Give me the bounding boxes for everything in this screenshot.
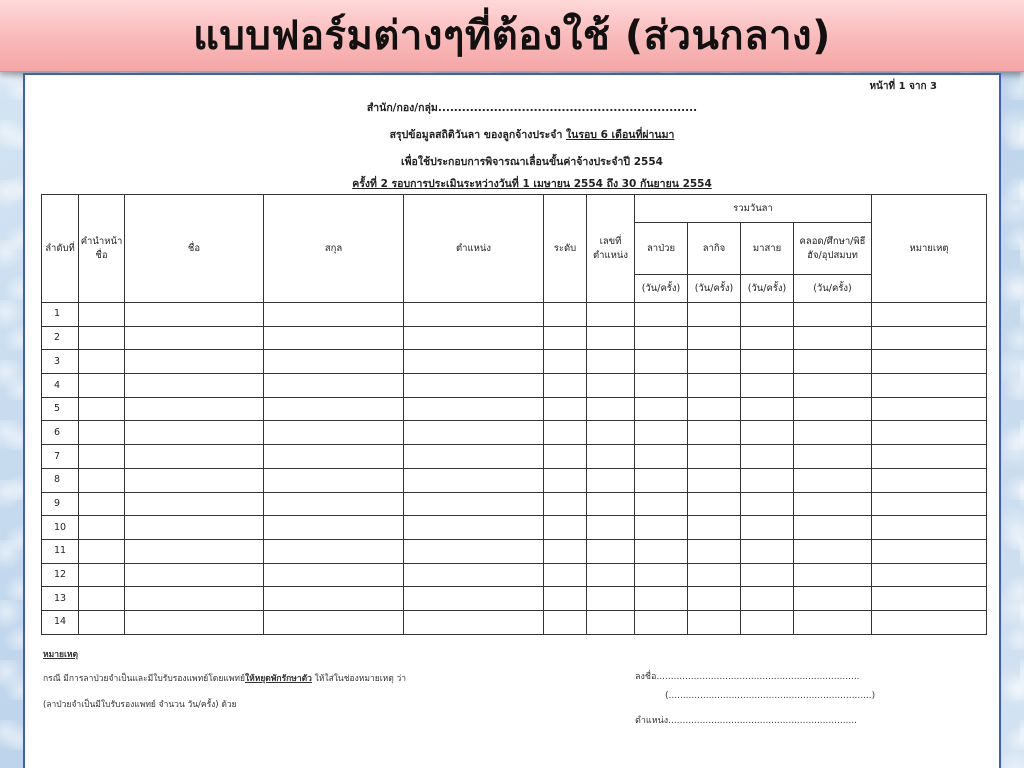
row-number: 10 <box>42 516 79 540</box>
table-cell <box>404 374 544 398</box>
table-cell <box>872 397 987 421</box>
table-cell <box>635 421 688 445</box>
leave-summary-table <box>41 194 987 635</box>
form-document <box>23 73 1001 768</box>
table-row <box>42 350 987 374</box>
org-line: สำนัก/กอง/กลุ่ม................................................................. <box>366 102 698 114</box>
table-cell <box>741 421 794 445</box>
table-cell <box>741 374 794 398</box>
table-cell <box>794 587 872 611</box>
table-row <box>42 563 987 587</box>
table-cell <box>79 350 125 374</box>
table-cell <box>872 445 987 469</box>
signature-block <box>635 669 875 735</box>
table-row <box>42 610 987 634</box>
table-cell <box>741 468 794 492</box>
table-cell <box>794 326 872 350</box>
table-cell <box>404 397 544 421</box>
slide-title-bar <box>0 0 1024 72</box>
table-cell <box>544 397 587 421</box>
table-cell <box>688 326 741 350</box>
table-cell <box>688 397 741 421</box>
unit-other: (วัน/ครั้ง) <box>794 275 872 303</box>
table-cell <box>125 563 264 587</box>
table-cell <box>794 610 872 634</box>
table-cell <box>635 516 688 540</box>
table-cell <box>872 563 987 587</box>
table-cell <box>264 539 404 563</box>
table-cell <box>79 468 125 492</box>
table-cell <box>404 516 544 540</box>
table-cell <box>404 563 544 587</box>
table-cell <box>404 539 544 563</box>
table-cell <box>794 539 872 563</box>
table-cell <box>264 587 404 611</box>
table-cell <box>125 350 264 374</box>
table-cell <box>635 563 688 587</box>
header-level: ระดับ <box>544 195 587 303</box>
table-cell <box>79 303 125 327</box>
table-cell <box>872 326 987 350</box>
row-number: 14 <box>42 610 79 634</box>
table-cell <box>264 350 404 374</box>
table-cell <box>79 326 125 350</box>
table-cell <box>404 303 544 327</box>
table-cell <box>79 492 125 516</box>
header-surname: สกุล <box>264 195 404 303</box>
table-cell <box>79 374 125 398</box>
table-cell <box>587 516 635 540</box>
header-personal: ลากิจ <box>688 223 741 275</box>
table-cell <box>587 303 635 327</box>
table-row <box>42 539 987 563</box>
notes-line-1-suffix: ให้ใส่ในช่องหมายเหตุ ว่า <box>311 674 406 684</box>
table-cell <box>264 397 404 421</box>
table-cell <box>264 516 404 540</box>
table-cell <box>79 539 125 563</box>
table-cell <box>264 445 404 469</box>
table-cell <box>872 587 987 611</box>
table-cell <box>688 303 741 327</box>
table-cell <box>587 563 635 587</box>
table-cell <box>125 421 264 445</box>
row-number: 11 <box>42 539 79 563</box>
table-row <box>42 326 987 350</box>
unit-sick: (วัน/ครั้ง) <box>635 275 688 303</box>
table-row <box>42 587 987 611</box>
summary-line-prefix: สรุปข้อมูลสถิติวันลา ของลูกจ้างประจำ <box>389 129 563 141</box>
table-cell <box>741 397 794 421</box>
table-cell <box>79 587 125 611</box>
signature-name-line: (.......................................................................) <box>665 691 876 701</box>
table-cell <box>544 587 587 611</box>
notes-section <box>43 647 406 723</box>
table-cell <box>635 326 688 350</box>
table-cell <box>125 539 264 563</box>
table-cell <box>794 303 872 327</box>
row-number: 8 <box>42 468 79 492</box>
table-cell <box>404 492 544 516</box>
table-cell <box>794 397 872 421</box>
table-cell <box>794 445 872 469</box>
row-number: 5 <box>42 397 79 421</box>
table-cell <box>794 421 872 445</box>
summary-line-period: ในรอบ 6 เดือนที่ผ่านมา <box>566 129 675 141</box>
table-cell <box>404 587 544 611</box>
table-cell <box>125 610 264 634</box>
table-cell <box>125 492 264 516</box>
table-cell <box>544 610 587 634</box>
table-cell <box>404 350 544 374</box>
table-cell <box>404 326 544 350</box>
table-row <box>42 303 987 327</box>
header-remark: หมายเหตุ <box>872 195 987 303</box>
table-cell <box>264 610 404 634</box>
table-cell <box>264 326 404 350</box>
table-cell <box>587 397 635 421</box>
table-cell <box>688 610 741 634</box>
notes-line-1-emphasis: ให้หยุดพักรักษาตัว <box>244 674 312 684</box>
table-cell <box>741 516 794 540</box>
table-cell <box>741 539 794 563</box>
header-prefix: คำนำหน้าชื่อ <box>79 195 125 303</box>
table-cell <box>587 445 635 469</box>
table-cell <box>794 468 872 492</box>
slide-title: แบบฟอร์มต่างๆที่ต้องใช้ (ส่วนกลาง) <box>193 12 831 59</box>
table-cell <box>872 374 987 398</box>
table-cell <box>741 326 794 350</box>
table-cell <box>79 563 125 587</box>
round-line: ครั้งที่ 2 รอบการประเมินระหว่างวันที่ 1 เมษายน 2554 ถึง 30 กันยายน 2554 <box>352 178 712 190</box>
table-row <box>42 468 987 492</box>
header-position-no: เลขที่ตำแหน่ง <box>587 195 635 303</box>
table-cell <box>872 350 987 374</box>
table-row <box>42 445 987 469</box>
table-cell <box>741 610 794 634</box>
notes-line-1-prefix: กรณี มีการลาป่วยจำเป็นและมีใบรับรองแพทย์โดยแพทย์ <box>43 674 245 684</box>
signature-line: ลงชื่อ....................................................................... <box>635 672 860 682</box>
table-cell <box>688 587 741 611</box>
table-cell <box>688 445 741 469</box>
table-cell <box>872 421 987 445</box>
summary-line <box>45 126 1019 143</box>
page-number: หน้าที่ 1 จาก 3 <box>869 81 937 92</box>
table-cell <box>264 421 404 445</box>
purpose-line: เพื่อใช้ประกอบการพิจารณาเลื่อนขั้นค่าจ้างประจำปี 2554 <box>401 156 663 168</box>
row-number: 12 <box>42 563 79 587</box>
table-cell <box>125 516 264 540</box>
header-sick: ลาป่วย <box>635 223 688 275</box>
table-cell <box>635 374 688 398</box>
table-cell <box>587 610 635 634</box>
table-row <box>42 516 987 540</box>
table-cell <box>688 468 741 492</box>
table-cell <box>872 492 987 516</box>
table-cell <box>635 610 688 634</box>
unit-personal: (วัน/ครั้ง) <box>688 275 741 303</box>
table-cell <box>872 610 987 634</box>
notes-line-1 <box>43 671 406 685</box>
row-number: 2 <box>42 326 79 350</box>
signature-position-line: ตำแหน่ง.................................................................. <box>635 716 857 726</box>
table-cell <box>587 374 635 398</box>
table-cell <box>688 374 741 398</box>
table-cell <box>635 350 688 374</box>
header-late: มาสาย <box>741 223 794 275</box>
header-leave-group: รวมวันลา <box>635 195 872 223</box>
table-cell <box>264 563 404 587</box>
table-cell <box>79 397 125 421</box>
table-cell <box>404 468 544 492</box>
table-cell <box>544 421 587 445</box>
table-cell <box>688 539 741 563</box>
table-cell <box>741 492 794 516</box>
table-cell <box>741 563 794 587</box>
table-cell <box>544 539 587 563</box>
table-cell <box>544 468 587 492</box>
header-seq: ลำดับที่ <box>42 195 79 303</box>
table-cell <box>587 492 635 516</box>
table-cell <box>544 445 587 469</box>
table-cell <box>544 563 587 587</box>
table-cell <box>688 516 741 540</box>
table-cell <box>125 303 264 327</box>
table-cell <box>688 421 741 445</box>
table-cell <box>587 350 635 374</box>
table-row <box>42 374 987 398</box>
table-cell <box>264 468 404 492</box>
header-name: ชื่อ <box>125 195 264 303</box>
table-cell <box>125 397 264 421</box>
table-cell <box>125 374 264 398</box>
table-row <box>42 492 987 516</box>
unit-late: (วัน/ครั้ง) <box>741 275 794 303</box>
table-cell <box>741 445 794 469</box>
table-cell <box>125 587 264 611</box>
row-number: 3 <box>42 350 79 374</box>
table-cell <box>741 303 794 327</box>
table-cell <box>544 303 587 327</box>
header-other: คลอด/ศึกษา/พิธีฮัจ/อุปสมบท <box>794 223 872 275</box>
notes-line-2: (ลาป่วยจำเป็นมีใบรับรองแพทย์ จำนวน วัน/ครั้ง) ด้วย <box>43 700 237 710</box>
table-cell <box>404 445 544 469</box>
table-cell <box>794 492 872 516</box>
table-cell <box>794 374 872 398</box>
table-cell <box>794 563 872 587</box>
table-cell <box>635 397 688 421</box>
table-cell <box>544 326 587 350</box>
table-cell <box>125 468 264 492</box>
table-cell <box>264 492 404 516</box>
table-cell <box>794 516 872 540</box>
table-cell <box>872 516 987 540</box>
table-cell <box>79 516 125 540</box>
row-number: 7 <box>42 445 79 469</box>
row-number: 1 <box>42 303 79 327</box>
table-cell <box>587 326 635 350</box>
table-cell <box>587 468 635 492</box>
table-cell <box>688 492 741 516</box>
table-cell <box>544 350 587 374</box>
table-cell <box>635 445 688 469</box>
table-cell <box>587 421 635 445</box>
table-cell <box>544 492 587 516</box>
table-cell <box>872 468 987 492</box>
table-cell <box>872 539 987 563</box>
table-row <box>42 397 987 421</box>
table-cell <box>79 610 125 634</box>
table-cell <box>544 516 587 540</box>
table-cell <box>587 539 635 563</box>
table-cell <box>79 445 125 469</box>
row-number: 13 <box>42 587 79 611</box>
table-cell <box>264 303 404 327</box>
table-cell <box>794 350 872 374</box>
table-cell <box>635 468 688 492</box>
notes-heading: หมายเหตุ <box>43 650 78 660</box>
table-cell <box>404 421 544 445</box>
row-number: 9 <box>42 492 79 516</box>
table-cell <box>635 587 688 611</box>
table-cell <box>741 350 794 374</box>
table-cell <box>635 539 688 563</box>
table-cell <box>635 492 688 516</box>
table-cell <box>125 445 264 469</box>
row-number: 6 <box>42 421 79 445</box>
table-cell <box>872 303 987 327</box>
table-row <box>42 421 987 445</box>
row-number: 4 <box>42 374 79 398</box>
table-cell <box>79 421 125 445</box>
table-cell <box>688 563 741 587</box>
table-cell <box>404 610 544 634</box>
table-cell <box>741 587 794 611</box>
table-cell <box>688 350 741 374</box>
table-cell <box>587 587 635 611</box>
header-position: ตำแหน่ง <box>404 195 544 303</box>
table-cell <box>264 374 404 398</box>
table-cell <box>544 374 587 398</box>
table-cell <box>125 326 264 350</box>
table-cell <box>635 303 688 327</box>
